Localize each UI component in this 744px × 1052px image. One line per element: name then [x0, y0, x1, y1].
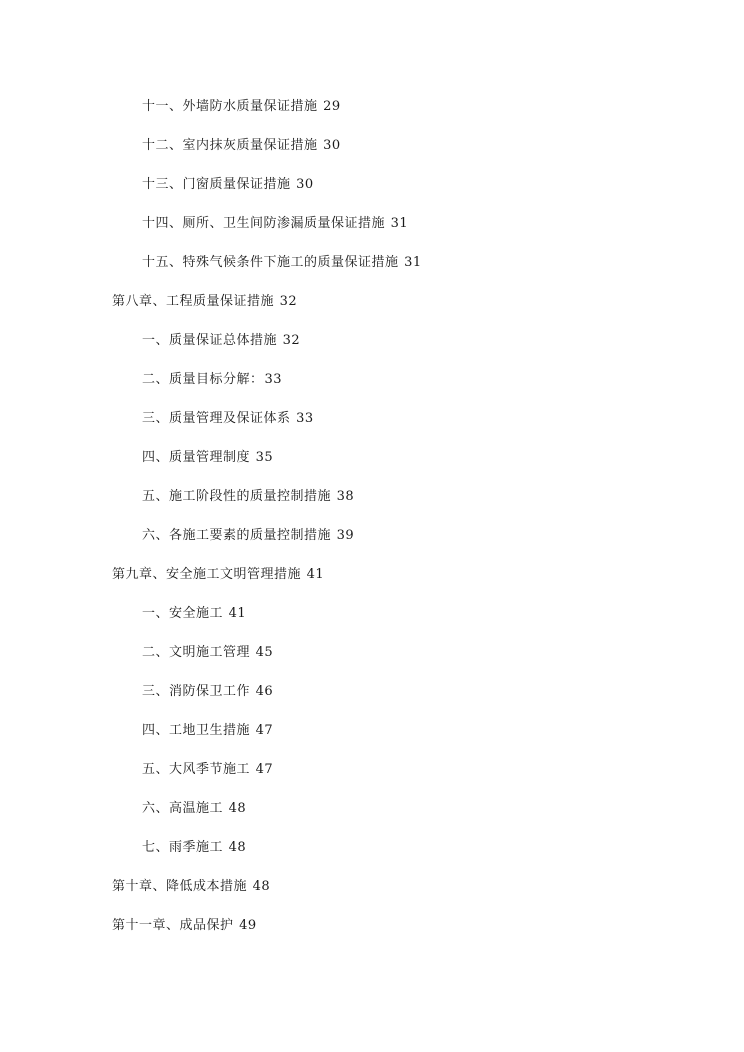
toc-entry-title: 四、质量管理制度 [142, 450, 251, 465]
toc-entry-title: 二、质量目标分解： [142, 372, 264, 387]
toc-entry-title: 五、施工阶段性的质量控制措施 [142, 489, 332, 504]
toc-entry[interactable] [0, 326, 744, 365]
toc-entry[interactable] [0, 521, 744, 560]
toc-entry[interactable] [0, 677, 744, 716]
toc-entry-page: 47 [255, 723, 274, 738]
toc-entry-page: 49 [239, 918, 257, 933]
toc-entry[interactable] [0, 716, 744, 755]
toc-entry-page: 46 [255, 684, 274, 699]
toc-entry-title: 三、质量管理及保证体系 [142, 411, 291, 426]
toc-entry-title: 六、各施工要素的质量控制措施 [142, 528, 332, 543]
toc-entry-page: 33 [264, 372, 283, 387]
toc-entry-title: 十四、厕所、卫生间防渗漏质量保证措施 [142, 216, 386, 231]
toc-entry-page: 48 [228, 840, 247, 855]
toc-entry-title: 五、大风季节施工 [142, 762, 251, 777]
toc-entry-page: 48 [228, 801, 247, 816]
toc-entry[interactable] [0, 794, 744, 833]
toc-entry[interactable] [0, 755, 744, 794]
toc-entry-title: 第九章、安全施工文明管理措施 [112, 567, 302, 582]
toc-entry-page: 35 [255, 450, 274, 465]
toc-entry[interactable] [0, 638, 744, 677]
toc-entry[interactable] [0, 833, 744, 872]
toc-entry-page: 39 [336, 528, 355, 543]
toc-entry-page: 48 [252, 879, 271, 894]
toc-entry-title: 十三、门窗质量保证措施 [142, 177, 291, 192]
toc-entry-title: 四、工地卫生措施 [142, 723, 251, 738]
toc-entry[interactable] [0, 131, 744, 170]
toc-entry-title: 十一、外墙防水质量保证措施 [142, 99, 318, 114]
toc-entry-page: 32 [282, 333, 301, 348]
toc-entry-page: 31 [404, 255, 422, 270]
toc-entry[interactable] [0, 170, 744, 209]
toc-entry[interactable] [0, 92, 744, 131]
toc-entry-title: 七、雨季施工 [142, 840, 224, 855]
toc-entry-page: 31 [390, 216, 409, 231]
toc-entry-title: 十二、室内抹灰质量保证措施 [142, 138, 318, 153]
toc-entry-title: 一、安全施工 [142, 606, 224, 621]
toc-entry[interactable] [0, 209, 744, 248]
toc-entry-page: 32 [279, 294, 298, 309]
toc-chapter-entry[interactable] [0, 560, 744, 599]
table-of-contents [0, 92, 744, 950]
toc-entry-title: 第十一章、成品保护 [112, 918, 234, 933]
toc-entry[interactable] [0, 443, 744, 482]
toc-chapter-entry[interactable] [0, 911, 744, 950]
toc-chapter-entry[interactable] [0, 287, 744, 326]
toc-entry-title: 十五、特殊气候条件下施工的质量保证措施 [142, 255, 399, 270]
toc-entry-title: 二、文明施工管理 [142, 645, 251, 660]
toc-entry[interactable] [0, 599, 744, 638]
toc-entry[interactable] [0, 365, 744, 404]
toc-entry-page: 41 [228, 606, 247, 621]
toc-entry-title: 第十章、降低成本措施 [112, 879, 248, 894]
toc-entry[interactable] [0, 404, 744, 443]
toc-chapter-entry[interactable] [0, 872, 744, 911]
toc-entry-page: 30 [296, 177, 314, 192]
toc-entry-page: 30 [323, 138, 341, 153]
toc-entry-page: 38 [336, 489, 355, 504]
toc-entry-title: 第八章、工程质量保证措施 [112, 294, 275, 309]
toc-entry-page: 45 [255, 645, 274, 660]
toc-entry-page: 47 [255, 762, 274, 777]
toc-entry-title: 六、高温施工 [142, 801, 224, 816]
toc-entry-page: 33 [296, 411, 314, 426]
toc-entry-title: 三、消防保卫工作 [142, 684, 251, 699]
toc-entry-page: 41 [306, 567, 325, 582]
toc-entry-title: 一、质量保证总体措施 [142, 333, 278, 348]
toc-entry-page: 29 [323, 99, 341, 114]
toc-entry[interactable] [0, 482, 744, 521]
toc-entry[interactable] [0, 248, 744, 287]
